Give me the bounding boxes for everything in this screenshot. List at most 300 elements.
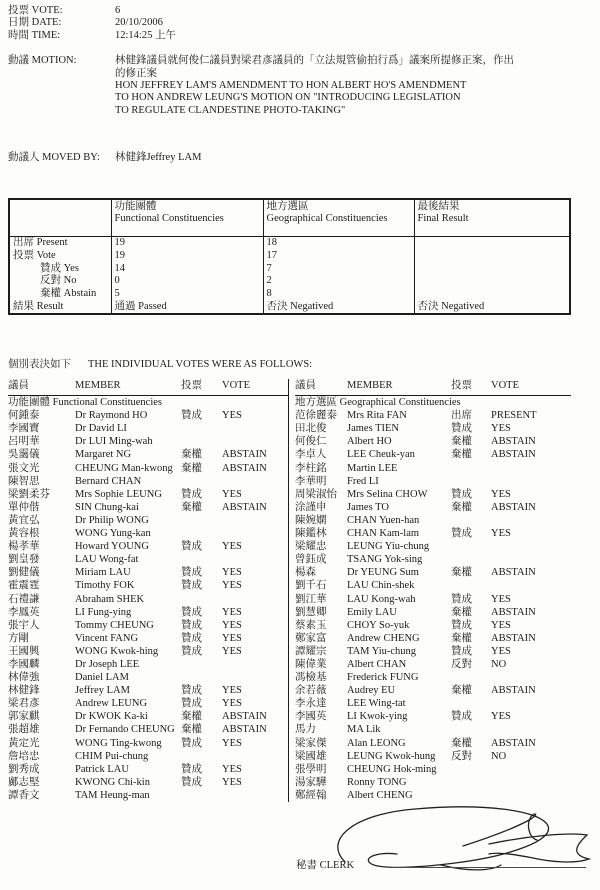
member-vote-en: ABSTAIN — [222, 449, 267, 461]
column-member-zh: 議員 — [8, 379, 29, 391]
member-vote-zh: 棄權 — [451, 567, 472, 579]
member-vote-en — [491, 723, 571, 736]
summary-row — [9, 263, 570, 276]
summary-geographical-value: 7 — [263, 263, 414, 276]
member-vote-en: ABSTAIN — [491, 632, 536, 644]
member-vote-row — [8, 475, 288, 488]
member-name-zh: 范徐麗泰 — [295, 410, 337, 422]
geographical-votes-rows — [295, 409, 571, 802]
member-vote-row — [8, 658, 288, 671]
column-vote-zh: 投票 — [451, 379, 472, 391]
member-name-en: MA Lik — [347, 724, 381, 736]
member-vote-zh — [181, 435, 222, 448]
member-vote-zh: 棄權 — [451, 737, 472, 749]
summary-header-functional-zh: 功能團體 — [114, 200, 157, 212]
member-vote-zh — [181, 658, 222, 671]
member-vote-row — [8, 593, 288, 606]
member-vote-en: YES — [222, 488, 242, 500]
member-vote-en: YES — [491, 711, 511, 723]
member-name-zh: 楊森 — [295, 567, 316, 579]
member-vote-en: YES — [222, 580, 242, 592]
member-vote-row — [295, 684, 571, 697]
member-vote-en — [222, 527, 288, 540]
member-vote-zh — [451, 763, 491, 776]
member-vote-row — [8, 763, 288, 776]
member-vote-en — [491, 475, 571, 488]
member-vote-zh: 出席 — [451, 410, 472, 422]
member-name-zh: 李國麟 — [8, 658, 40, 670]
summary-geographical-value: 18 — [263, 237, 414, 250]
summary-table-body — [9, 237, 570, 315]
member-name-zh: 黃容根 — [8, 528, 40, 540]
member-name-zh: 鄺志堅 — [8, 776, 40, 788]
summary-final-value — [414, 250, 570, 263]
member-vote-row — [8, 789, 288, 802]
column-member-en: MEMBER — [75, 379, 121, 391]
column-member-zh: 議員 — [295, 379, 316, 391]
member-vote-row — [8, 501, 288, 514]
member-name-zh: 劉健儀 — [8, 567, 40, 579]
member-vote-zh: 贊成 — [451, 423, 472, 435]
member-name-en: Timothy FOK — [75, 580, 135, 592]
member-vote-zh — [451, 723, 491, 736]
member-vote-row — [295, 527, 571, 540]
individual-votes-heading — [8, 359, 592, 371]
member-vote-row — [8, 750, 288, 763]
member-vote-en — [491, 540, 571, 553]
member-vote-row — [295, 514, 571, 527]
member-name-en: Dr Raymond HO — [75, 410, 148, 422]
member-name-zh: 石禮謙 — [8, 593, 40, 605]
summary-functional-value: 14 — [111, 263, 263, 276]
member-vote-en — [222, 593, 288, 606]
member-vote-zh — [181, 750, 222, 763]
member-vote-zh: 贊成 — [181, 698, 202, 710]
member-vote-en: NO — [491, 750, 507, 762]
summary-header-functional — [111, 199, 263, 237]
member-name-zh: 曾鈺成 — [295, 554, 327, 566]
member-name-zh: 鄭經翰 — [295, 789, 327, 801]
member-vote-en: ABSTAIN — [491, 449, 536, 461]
member-vote-en — [491, 514, 571, 527]
member-vote-row — [295, 553, 571, 566]
member-vote-zh: 贊成 — [181, 645, 202, 657]
motion-block — [8, 55, 592, 117]
member-name-en: Dr David LI — [75, 423, 127, 435]
member-vote-en — [491, 776, 571, 789]
member-name-en: CHEUNG Hok-ming — [347, 763, 437, 775]
member-name-en: Mrs Rita FAN — [347, 410, 407, 422]
summary-header-row — [9, 199, 570, 237]
summary-geographical-value: 否決 Negatived — [263, 301, 414, 315]
column-member-en: MEMBER — [347, 379, 393, 391]
member-vote-row — [295, 658, 571, 671]
summary-final-value — [414, 275, 570, 288]
column-vote-en: VOTE — [222, 379, 250, 391]
member-vote-en — [222, 789, 288, 802]
member-name-zh: 湯家驊 — [295, 776, 327, 788]
functional-votes-rows — [8, 409, 288, 802]
member-vote-row — [8, 409, 288, 422]
member-vote-zh — [181, 553, 222, 566]
member-vote-row — [295, 645, 571, 658]
summary-header-geographical-en: Geographical Constituencies — [266, 212, 388, 224]
member-name-en: CHIM Pui-chung — [75, 750, 149, 762]
member-name-en: LAU Wong-fat — [75, 554, 139, 566]
moved-by-label: 動議人 MOVED BY: — [8, 152, 100, 164]
member-vote-en: YES — [222, 541, 242, 553]
summary-header-empty — [9, 199, 111, 237]
summary-functional-value: 19 — [111, 250, 263, 263]
member-vote-row — [295, 540, 571, 553]
member-vote-row — [8, 710, 288, 723]
member-vote-zh: 贊成 — [451, 528, 472, 540]
member-name-en: CHAN Kam-lam — [347, 528, 420, 540]
summary-geographical-value: 17 — [263, 250, 414, 263]
member-vote-row — [295, 737, 571, 750]
member-vote-zh — [451, 697, 491, 710]
member-name-zh: 黃宜弘 — [8, 514, 40, 526]
member-vote-en: YES — [491, 619, 511, 631]
individual-votes-heading-zh: 個別表決如下 — [8, 359, 71, 371]
member-name-en: LEUNG Kwok-hung — [347, 750, 436, 762]
member-name-zh: 張宇人 — [8, 619, 40, 631]
member-vote-zh — [451, 514, 491, 527]
member-vote-zh — [181, 475, 222, 488]
time-row — [8, 30, 592, 42]
member-name-zh: 單仲偕 — [8, 501, 40, 513]
member-name-en: Albert CHAN — [347, 658, 407, 670]
member-name-zh: 馬力 — [295, 724, 316, 736]
member-name-en: TAM Yiu-chung — [347, 645, 417, 657]
member-name-en: LI Fung-ying — [75, 606, 132, 618]
member-vote-row — [295, 632, 571, 645]
member-name-zh: 陳智思 — [8, 475, 40, 487]
member-name-zh: 郭家麒 — [8, 711, 40, 723]
member-name-en: Andrew CHENG — [347, 632, 420, 644]
member-vote-row — [295, 750, 571, 763]
member-name-en: Albert CHENG — [347, 789, 413, 801]
member-vote-en — [222, 553, 288, 566]
member-vote-row — [8, 462, 288, 475]
summary-final-value — [414, 263, 570, 276]
member-vote-en: ABSTAIN — [491, 685, 536, 697]
member-name-en: SIN Chung-kai — [75, 501, 139, 513]
member-vote-zh: 贊成 — [181, 776, 202, 788]
member-vote-zh: 棄權 — [181, 449, 202, 461]
member-vote-row — [295, 475, 571, 488]
member-name-zh: 王國興 — [8, 645, 40, 657]
member-name-zh: 張超雄 — [8, 724, 40, 736]
member-name-en: Dr LUI Ming-wah — [75, 436, 153, 448]
member-name-en: James TO — [347, 501, 389, 513]
member-vote-en: YES — [222, 632, 242, 644]
summary-functional-value: 通過 Passed — [111, 301, 263, 315]
member-name-en: TSANG Yok-sing — [347, 554, 423, 566]
member-vote-row — [8, 488, 288, 501]
member-name-en: WONG Kwok-hing — [75, 645, 159, 657]
member-name-zh: 梁耀忠 — [295, 541, 327, 553]
member-vote-row — [295, 501, 571, 514]
member-vote-en: YES — [491, 645, 511, 657]
member-vote-zh: 贊成 — [181, 606, 202, 618]
member-name-zh: 方剛 — [8, 632, 29, 644]
date-value: 20/10/2006 — [115, 17, 163, 29]
summary-row-label: 結果 Result — [13, 300, 64, 312]
member-name-en: LAU Chin-shek — [347, 580, 415, 592]
member-vote-en: YES — [491, 528, 511, 540]
member-name-zh: 何俊仁 — [295, 436, 327, 448]
member-name-zh: 李國寶 — [8, 423, 40, 435]
member-vote-row — [295, 671, 571, 684]
summary-row-label: 棄權 Abstain — [40, 287, 97, 299]
summary-row-label: 投票 Vote — [13, 249, 56, 261]
member-vote-zh: 贊成 — [451, 488, 472, 500]
member-vote-zh — [181, 789, 222, 802]
geographical-votes-table — [289, 379, 571, 802]
clerk-label: 秘書 CLERK — [296, 859, 355, 871]
summary-functional-value: 0 — [111, 275, 263, 288]
member-name-zh: 周梁淑怡 — [295, 488, 337, 500]
member-name-en: CHEUNG Man-kwong — [75, 462, 173, 474]
member-vote-row — [295, 789, 571, 802]
member-vote-en — [491, 671, 571, 684]
member-name-zh: 劉皇發 — [8, 554, 40, 566]
member-vote-en — [491, 462, 571, 475]
member-name-en: Abraham SHEK — [75, 593, 145, 605]
member-name-en: Emily LAU — [347, 606, 397, 618]
member-vote-en — [491, 553, 571, 566]
member-vote-en — [222, 671, 288, 684]
member-name-en: Tommy CHEUNG — [75, 619, 154, 631]
member-vote-zh: 棄權 — [451, 685, 472, 697]
member-vote-row — [8, 684, 288, 697]
member-name-zh: 劉秀成 — [8, 763, 40, 775]
summary-functional-value: 5 — [111, 288, 263, 301]
member-name-en: Bernard CHAN — [75, 475, 142, 487]
member-name-en: WONG Yung-kan — [75, 528, 151, 540]
member-vote-zh — [451, 671, 491, 684]
member-name-zh: 涂謹申 — [295, 501, 327, 513]
member-vote-row — [295, 448, 571, 461]
summary-final-value — [414, 237, 570, 250]
member-vote-zh: 贊成 — [181, 737, 202, 749]
member-vote-zh: 贊成 — [181, 763, 202, 775]
member-name-en: James TIEN — [347, 423, 400, 435]
summary-geographical-value: 8 — [263, 288, 414, 301]
member-vote-row — [295, 579, 571, 592]
summary-row-label: 出席 Present — [13, 237, 68, 249]
summary-header-final-result-zh: 最後結果 — [417, 200, 460, 212]
member-vote-row — [8, 632, 288, 645]
member-vote-row — [8, 776, 288, 789]
member-vote-zh — [451, 475, 491, 488]
member-vote-en: YES — [491, 423, 511, 435]
vote-number-row — [8, 5, 592, 17]
member-name-en: LEE Wing-tat — [347, 698, 406, 710]
motion-text — [115, 55, 517, 117]
summary-row-label: 反對 No — [40, 275, 77, 287]
member-vote-zh — [451, 579, 491, 592]
member-vote-zh — [181, 422, 222, 435]
column-vote-zh: 投票 — [181, 379, 202, 391]
member-vote-row — [8, 579, 288, 592]
member-name-en: Jeffrey LAM — [75, 685, 130, 697]
summary-header-final-result-en: Final Result — [417, 212, 469, 224]
member-name-en: Fred LI — [347, 475, 379, 487]
member-name-zh: 劉慧卿 — [295, 606, 327, 618]
summary-final-value: 否決 Negatived — [414, 301, 570, 315]
member-vote-en: YES — [222, 606, 242, 618]
member-name-zh: 林偉強 — [8, 672, 40, 684]
member-name-zh: 霍震霆 — [8, 580, 40, 592]
member-vote-en: YES — [222, 645, 242, 657]
member-vote-zh: 棄權 — [181, 711, 202, 723]
motion-text-en: HON JEFFREY LAM'S AMENDMENT TO HON ALBERT HO'S AMENDMENT TO HON ANDREW LEUNG'S MOTION ON "INTRODUCING LEGISLATION TO REGULATE CLANDESTINE PHOTO-TAKING" — [115, 80, 467, 116]
member-vote-zh — [181, 593, 222, 606]
member-name-en: Dr Philip WONG — [75, 514, 149, 526]
member-name-en: LI Kwok-ying — [347, 711, 408, 723]
summary-header-geographical — [263, 199, 414, 237]
member-vote-row — [8, 606, 288, 619]
member-vote-en: YES — [222, 619, 242, 631]
vote-number-label: 投票 VOTE: — [8, 5, 63, 16]
member-vote-en: YES — [222, 567, 242, 579]
member-vote-row — [295, 593, 571, 606]
member-vote-en — [222, 422, 288, 435]
member-vote-en — [222, 435, 288, 448]
member-name-zh: 譚耀宗 — [295, 645, 327, 657]
member-vote-zh: 反對 — [451, 750, 472, 762]
summary-functional-value: 19 — [111, 237, 263, 250]
summary-row — [9, 237, 570, 250]
summary-row — [9, 275, 570, 288]
member-vote-zh — [181, 514, 222, 527]
member-vote-row — [8, 671, 288, 684]
member-name-zh: 黃定光 — [8, 737, 40, 749]
member-vote-zh: 贊成 — [451, 711, 472, 723]
member-vote-zh: 棄權 — [451, 449, 472, 461]
member-name-zh: 梁君彥 — [8, 698, 40, 710]
member-name-zh: 李國英 — [295, 711, 327, 723]
member-name-en: Dr Joseph LEE — [75, 658, 140, 670]
member-vote-en: ABSTAIN — [491, 501, 536, 513]
summary-row — [9, 301, 570, 315]
member-name-zh: 田北俊 — [295, 423, 327, 435]
member-name-en: Howard YOUNG — [75, 541, 149, 553]
member-vote-zh — [181, 527, 222, 540]
member-name-en: Miriam LAU — [75, 567, 131, 579]
summary-row — [9, 288, 570, 301]
member-vote-en — [491, 789, 571, 802]
member-vote-en — [222, 475, 288, 488]
member-vote-en — [491, 697, 571, 710]
member-vote-en: YES — [222, 776, 242, 788]
member-vote-row — [8, 697, 288, 710]
member-vote-row — [8, 540, 288, 553]
member-vote-en: ABSTAIN — [222, 724, 267, 736]
member-vote-zh: 贊成 — [181, 580, 202, 592]
member-name-zh: 劉千石 — [295, 580, 327, 592]
member-vote-en: YES — [222, 698, 242, 710]
moved-by-block — [8, 152, 592, 164]
summary-geographical-value: 2 — [263, 275, 414, 288]
member-vote-zh — [451, 462, 491, 475]
member-vote-row — [8, 566, 288, 579]
member-vote-row — [8, 448, 288, 461]
member-vote-zh: 棄權 — [181, 462, 202, 474]
member-name-zh: 馮檢基 — [295, 672, 327, 684]
member-name-en: Alan LEONG — [347, 737, 406, 749]
member-name-zh: 陳婉嫻 — [295, 514, 327, 526]
member-name-en: LEE Cheuk-yan — [347, 449, 415, 461]
member-vote-zh: 棄權 — [451, 436, 472, 448]
individual-votes-heading-en: THE INDIVIDUAL VOTES WERE AS FOLLOWS: — [88, 359, 313, 371]
date-label: 日期 DATE: — [8, 17, 62, 29]
geographical-votes-header — [295, 379, 571, 396]
member-vote-row — [295, 723, 571, 736]
member-name-en: TAM Heung-man — [75, 789, 150, 801]
member-name-zh: 李永達 — [295, 698, 327, 710]
member-name-en: Martin LEE — [347, 462, 398, 474]
member-name-zh: 詹培忠 — [8, 750, 40, 762]
member-name-en: Dr Fernando CHEUNG — [75, 724, 175, 736]
member-name-zh: 梁家傑 — [295, 737, 327, 749]
member-name-en: Dr YEUNG Sum — [347, 567, 419, 579]
member-vote-row — [295, 763, 571, 776]
summary-header-geographical-zh: 地方選區 — [266, 200, 309, 212]
geographical-section-title: 地方選區 Geographical Constituencies — [295, 396, 461, 408]
member-name-zh: 李卓人 — [295, 449, 327, 461]
functional-section-title: 功能團體 Functional Constituencies — [8, 396, 162, 408]
summary-row — [9, 250, 570, 263]
member-vote-zh: 棄權 — [451, 501, 472, 513]
member-vote-en — [222, 750, 288, 763]
meta-block — [8, 5, 592, 42]
member-name-en: Vincent FANG — [75, 632, 139, 644]
summary-header-functional-en: Functional Constituencies — [114, 212, 224, 224]
member-vote-zh: 贊成 — [181, 619, 202, 631]
signature-line — [388, 867, 586, 868]
member-vote-zh: 反對 — [451, 658, 472, 670]
member-vote-zh: 贊成 — [451, 645, 472, 657]
member-vote-row — [295, 488, 571, 501]
member-vote-zh — [451, 789, 491, 802]
member-vote-row — [295, 422, 571, 435]
member-name-en: Ronny TONG — [347, 776, 407, 788]
member-vote-zh: 棄權 — [451, 606, 472, 618]
member-vote-row — [8, 645, 288, 658]
member-name-en: Frederick FUNG — [347, 672, 419, 684]
member-name-zh: 張學明 — [295, 763, 327, 775]
individual-votes-tables — [8, 379, 592, 822]
member-vote-zh — [451, 540, 491, 553]
member-vote-row — [8, 737, 288, 750]
member-vote-en: NO — [491, 658, 507, 670]
member-vote-row — [295, 710, 571, 723]
member-vote-en: PRESENT — [491, 410, 537, 422]
member-vote-row — [295, 776, 571, 789]
member-vote-zh: 棄權 — [181, 501, 202, 513]
member-vote-row — [8, 619, 288, 632]
member-vote-row — [8, 553, 288, 566]
member-name-zh: 譚香文 — [8, 789, 40, 801]
date-row — [8, 17, 592, 29]
member-name-en: WONG Ting-kwong — [75, 737, 162, 749]
member-vote-en: ABSTAIN — [491, 567, 536, 579]
member-vote-zh: 贊成 — [181, 567, 202, 579]
member-name-en: KWONG Chi-kin — [75, 776, 150, 788]
